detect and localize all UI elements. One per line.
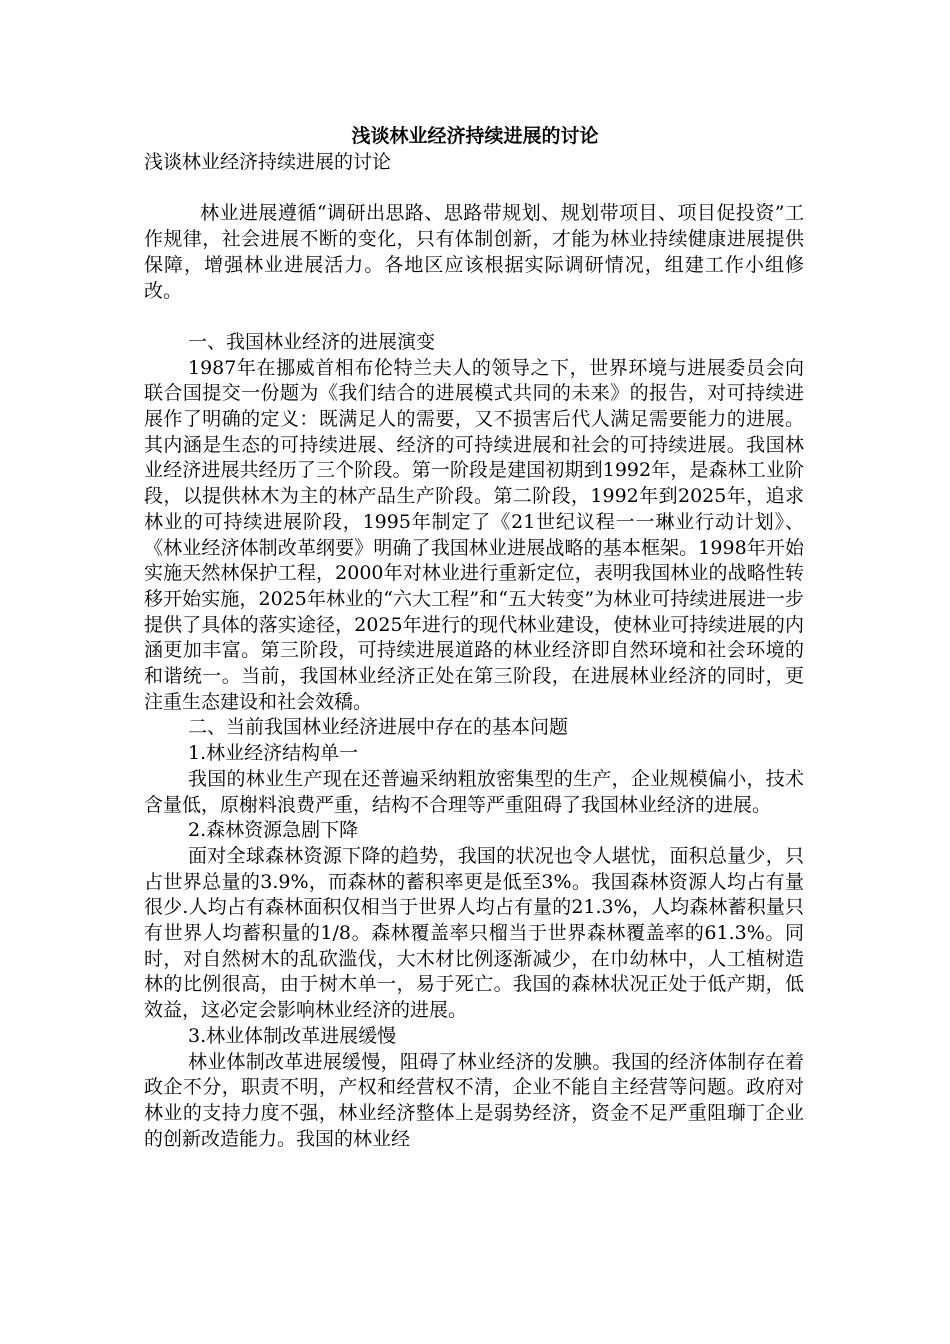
document-body	[144, 150, 804, 1152]
document-title: 浅谈林业经济持续进展的讨论	[351, 125, 599, 147]
subsection-2-heading: 2.森林资源急剧下降	[188, 819, 359, 842]
section-2-heading: 二、当前我国林业经济进展中存在的基本问题	[188, 716, 569, 739]
subsection-3-paragraph: 林业体制改革进展缓慢，阻碍了林业经济的发腆。我国的经济体制存在着政企不分，职责不明，产权和经营权不清，企业不能自主经营等问题。政府对林业的支持力度不强，林业经济整体上是弱势经济，资金不足严重阻瑡丁企业的创新改造能力。我国的林业经	[144, 1050, 804, 1150]
section-1-heading: 一、我国林业经济的进展演变	[188, 330, 436, 353]
blank-line	[144, 176, 804, 202]
blank-line	[144, 304, 804, 330]
document-subtitle: 浅谈林业经济持续进展的讨论	[144, 151, 392, 173]
subsection-2-paragraph: 面对全球森林资源下降的趋势，我国的状况也令人堪忧，面积总量少，只占世界总量的3.9%，而森林的蓄积率更是低至3%。我国森林资源人均占有量很少.人均占有森林面积仅相当于世界人均占有量的21.3%，人均森林蓄积量只有世界人均蓄积量的1/8。森林覆盖率只榴当于世界森林覆盖率的61.3%。同时，对自然树木的乱砍滥伐，大木材比例逐渐减少，在巾幼林中，人工植树造林的比例很高，由于树木单一，易于死亡。我国的森林状况正处于低产期，低效益，这必定会影响林业经济的进展。	[144, 844, 804, 1022]
subsection-1-heading: 1.林业经济结构单一	[188, 742, 359, 765]
intro-paragraph: 林业进展遵循“调研出思路、思路带规划、规划带项目、项目促投资”工作规律，社会进展不断的变化，只有体制创新，才能为林业持续健康进展提供保障，增强林业进展活力。各地区应该根据实际调研情况，组建工作小组修改。	[144, 202, 804, 302]
section-1-paragraph: 1987年在挪威首相布伦特兰夫人的领导之下，世界环境与进展委员会向联合国提交一份题为《我们结合的进展模式共同的未来》的报告，对可持续进展作了明确的定义：既满足人的需要，又不损害后代人满足需要能力的进展。其内涵是生态的可持续进展、经济的可持续进展和社会的可持续进展。我国林业经济进展共经历了三个阶段。第一阶段是建国初期到1992年，是森林工业阶段，以提供林木为主的林产品生产阶段。第二阶段，1992年到2025年，追求林业的可持续进展阶段，1995年制定了《21世纪议程一一琳业行动计划》、《林业经济体制改革纲要》明确了我国林业进展战略的基本框架。1998年开始实施天然林保护工程，2000年对林业进行重新定位，表明我国林业的战略性转移开始实施，2025年林业的“六大工程”和“五大转变”为林业可持续进展进一步提供了具体的落实途径，2025年进行的现代林业建设，使林业可持续进展的内涵更加丰富。第三阶段，可持续进展道路的林业经济即自然环境和社会环境的和谐统一。当前，我国林业经济正处在第三阶段，在进展林业经济的同时，更注重生态建设和社会效穚。	[144, 356, 804, 713]
subsection-1-paragraph: 我国的林业生产现在还普遍采纳粗放密集型的生产，企业规模偏小，技术含量低，原榭料浪费严重，结构不合理等严重阻碍了我国林业经济的进展。	[144, 767, 804, 816]
subsection-3-heading: 3.林业体制改革进展缓慢	[188, 1024, 397, 1047]
